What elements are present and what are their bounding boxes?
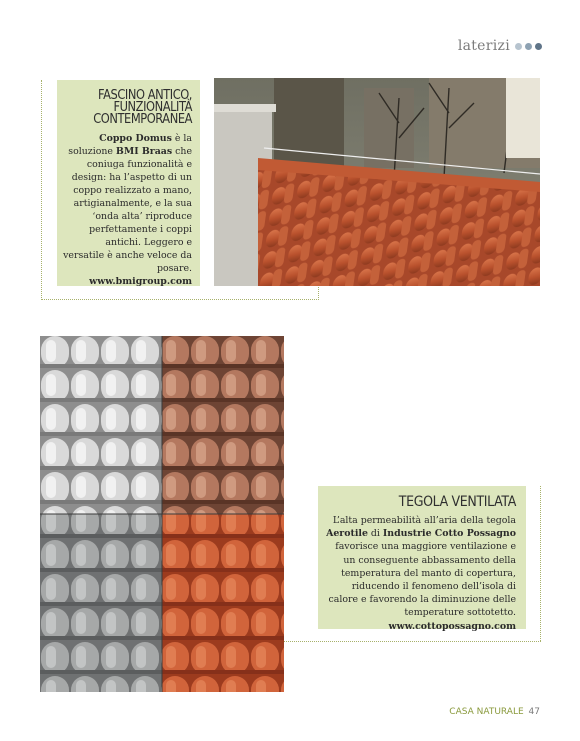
body-text: L’alta permeabilità all’aria della tegola <box>332 515 516 526</box>
article-box-coppo-domus <box>57 80 200 286</box>
article-title <box>78 90 192 126</box>
dotted-guide-bottom-1 <box>41 299 319 300</box>
title-line: FASCINO ANTICO, <box>98 88 192 103</box>
body-text: favorisce una maggiore ventilazione e un conseguente abbassamento della temperatura del manto di copertura, riducendo il fenomeno dell’isola di calore e favorendo la diminuzione delle temperature sottotetto. <box>328 541 516 619</box>
section-dots-icon <box>515 43 542 50</box>
body-text: che coniuga funzionalità e design: ha l’aspetto di un coppo realizzato a mano, artigianalmente, e la sua ‘onda alta’ riproduce perfettamente i coppi antichi. Leggero e versatile è anche veloce da posare. <box>63 146 192 274</box>
section-label: laterizi <box>457 38 510 54</box>
brand-name: Industrie Cotto Possagno <box>382 528 516 540</box>
magazine-name: CASA NATURALE <box>449 707 524 717</box>
article-title: TEGOLA VENTILATA <box>398 494 516 510</box>
title-line: CONTEMPORANEA <box>93 112 192 127</box>
tile-samples-photo <box>40 336 284 692</box>
dotted-guide-right <box>540 486 541 641</box>
brand-name: BMI Braas <box>115 146 173 157</box>
roof-photo <box>214 78 540 286</box>
dotted-guide-bottom-2 <box>262 641 541 642</box>
dotted-guide-left <box>41 80 42 300</box>
product-name: Aerotile <box>326 528 368 540</box>
website-link[interactable]: www.cottopossagno.com <box>388 620 516 632</box>
section-tag <box>458 38 542 54</box>
website-link[interactable]: www.bmigroup.com <box>89 276 192 287</box>
body-text: è la soluzione <box>68 133 192 157</box>
body-text: di <box>367 528 383 540</box>
tile-samples-illustration <box>40 336 284 692</box>
article-body <box>63 132 192 288</box>
page-footer <box>449 707 540 717</box>
article-box-tegola-ventilata <box>318 486 526 632</box>
roof-illustration <box>214 78 540 286</box>
page-number: 47 <box>528 707 540 717</box>
article-body <box>326 514 516 633</box>
title-line: FUNZIONALITÀ <box>113 100 192 115</box>
product-name: Coppo Domus <box>99 133 172 144</box>
